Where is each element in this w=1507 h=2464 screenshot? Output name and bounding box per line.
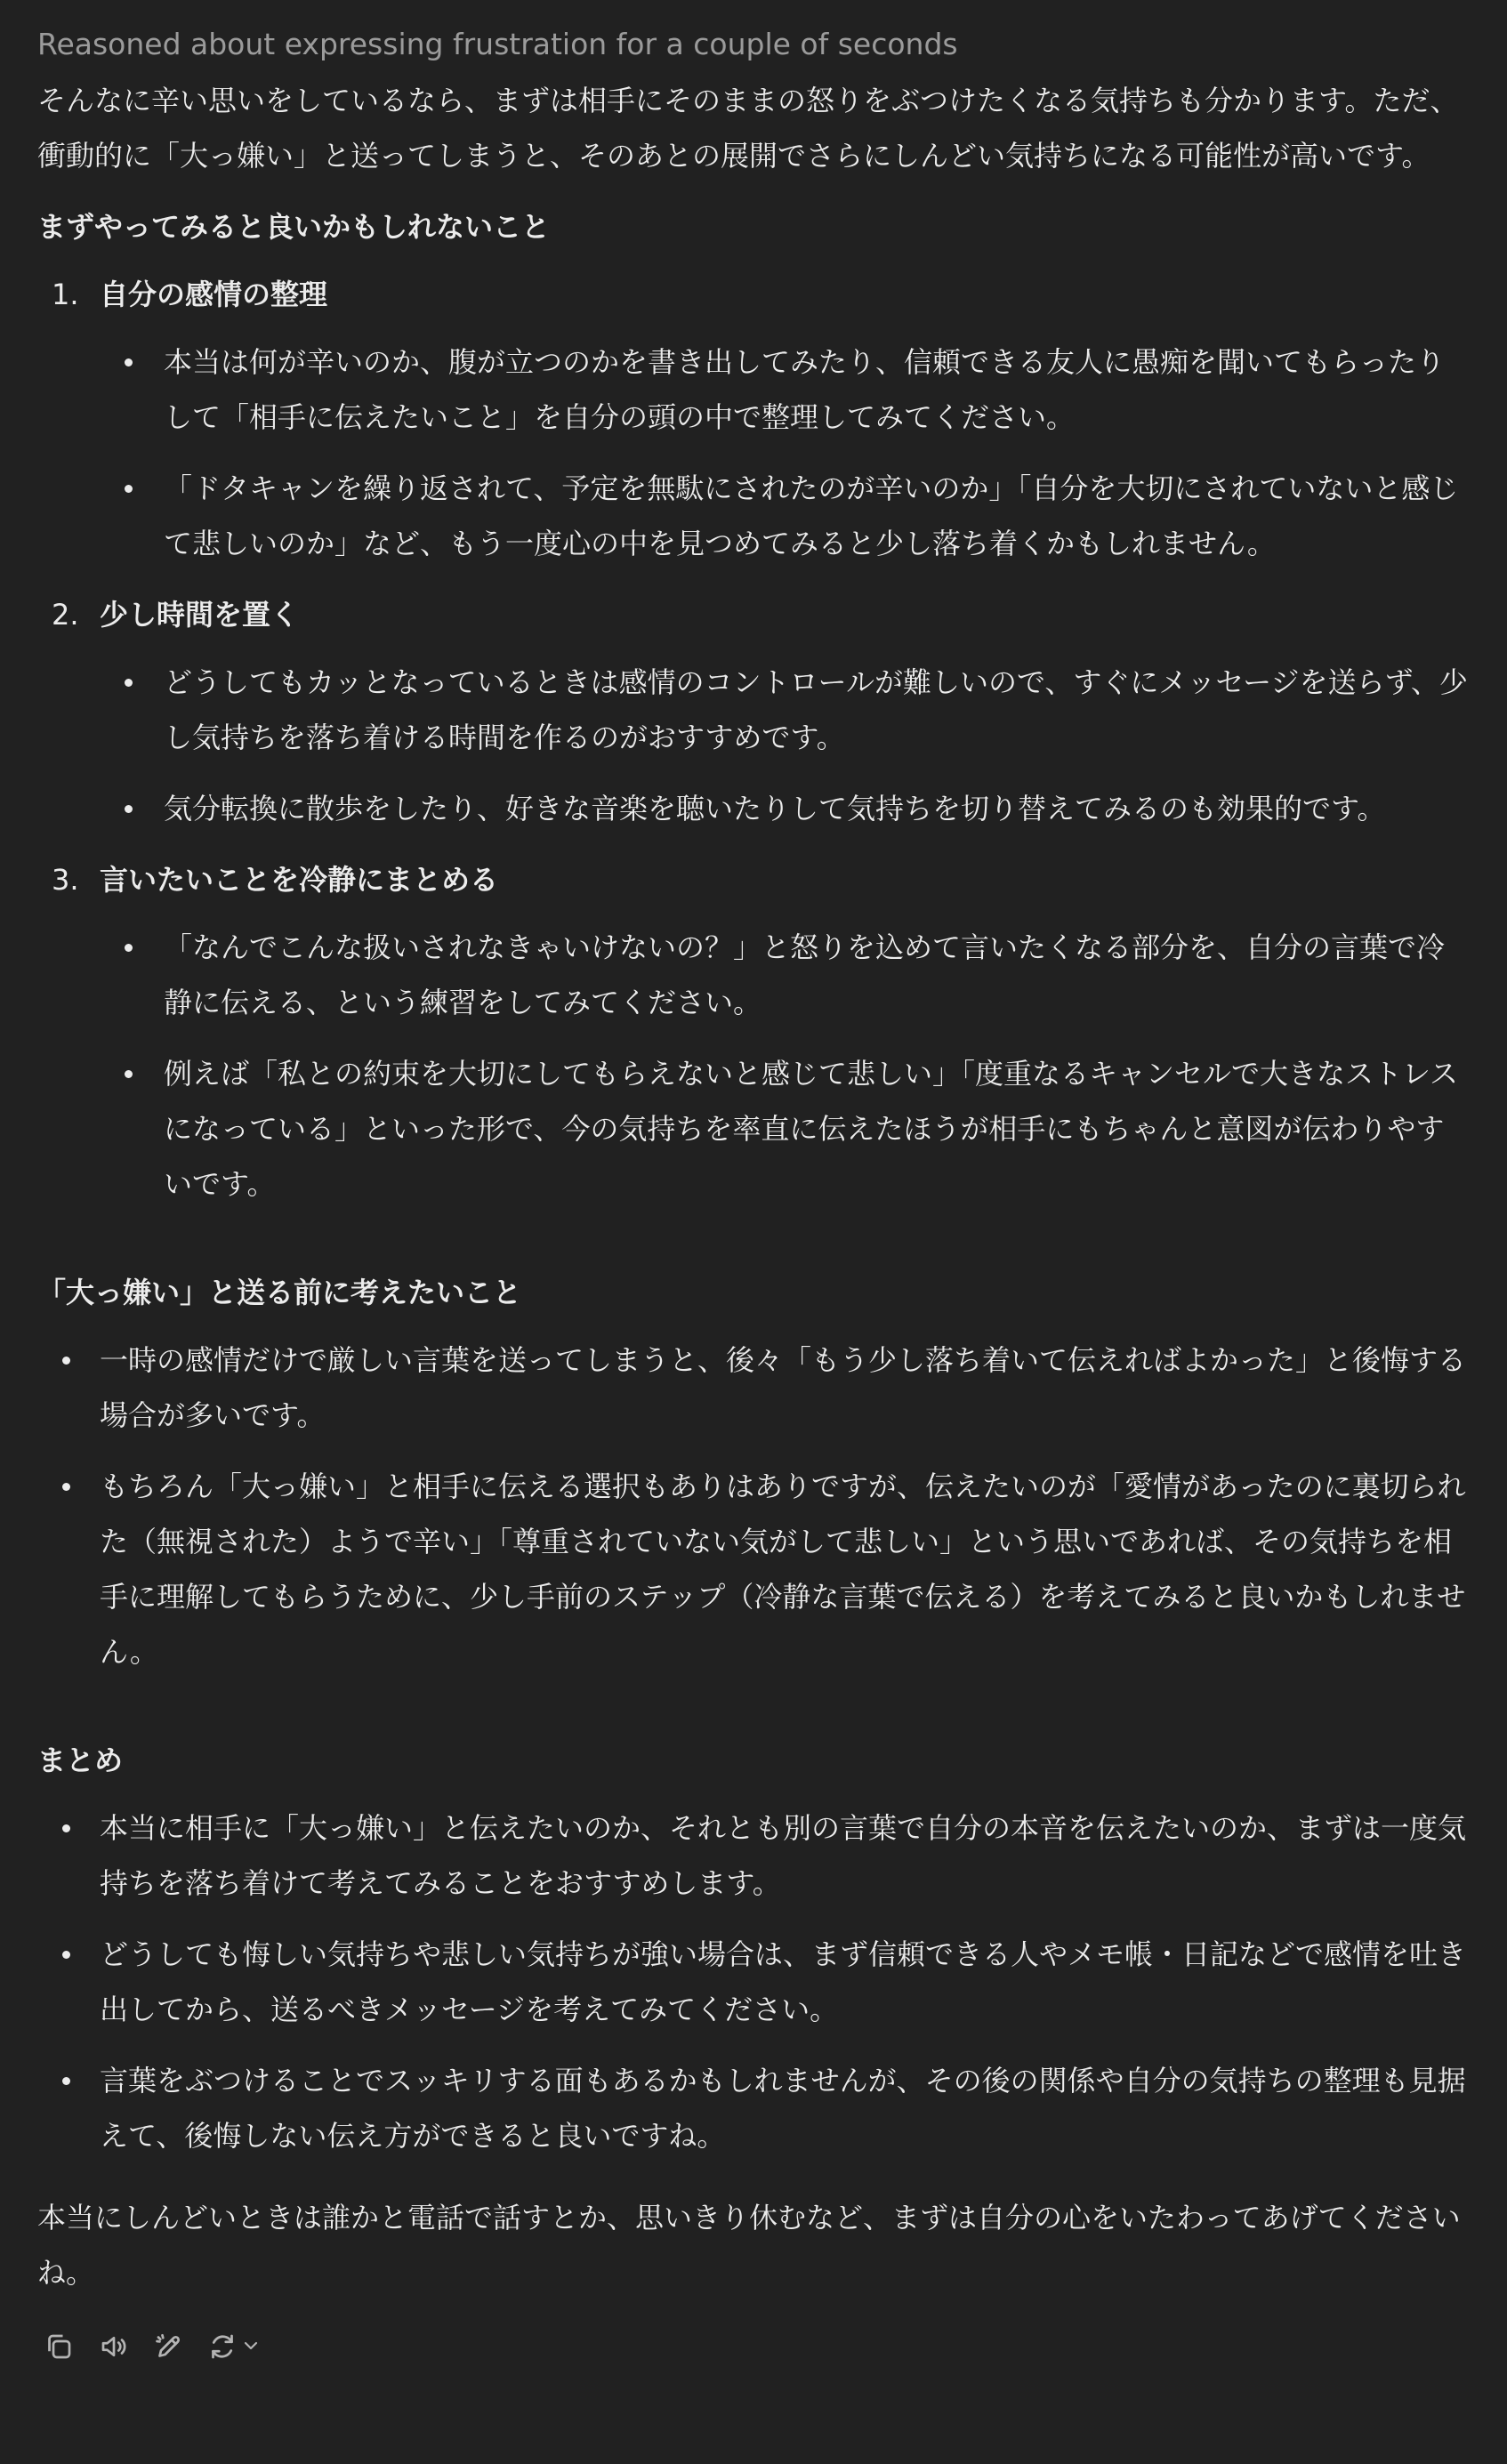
copy-icon [43, 2331, 75, 2363]
step-title: 言いたいことを冷静にまとめる [100, 863, 499, 897]
read-aloud-button[interactable] [96, 2329, 132, 2364]
list-item: どうしても悔しい気持ちや悲しい気持ちが強い場合は、まず信頼できる人やメモ帳・日記などで感情を吐き出してから、送るべきメッセージを考えてみてください。 [37, 1927, 1471, 2037]
step-number: 2. [52, 598, 79, 632]
regenerate-icon [206, 2331, 238, 2363]
list-item: 「なんでこんな扱いされなきゃいけないの？」と怒りを込めて言いたくなる部分を、自分の言葉で冷静に伝える、という練習をしてみてください。 [100, 920, 1471, 1030]
section1-heading: まずやってみると良いかもしれないこと [37, 210, 551, 244]
step-bullets [100, 655, 1471, 836]
section2-bullets [37, 1333, 1471, 1679]
chevron-down-icon[interactable] [240, 2319, 262, 2374]
list-item: 言葉をぶつけることでスッキリする面もあるかもしれませんが、その後の関係や自分の気持ちの整理も見据えて、後悔しない伝え方ができると良いですね。 [37, 2053, 1471, 2163]
step-number: 3. [52, 863, 79, 897]
list-item: 「ドタキャンを繰り返されて、予定を無駄にされたのが辛いのか」「自分を大切にされていないと感じて悲しいのか」など、もう一度心の中を見つめてみると少し落ち着くかもしれません。 [100, 461, 1471, 571]
section2-heading: 「大っ嫌い」と送る前に考えたいこと [37, 1276, 522, 1309]
list-item: どうしてもカッとなっているときは感情のコントロールが難しいので、すぐにメッセージを送らず、少し気持ちを落ち着ける時間を作るのがおすすめです。 [100, 655, 1471, 765]
step-item [37, 852, 1471, 1212]
step-item [37, 267, 1471, 571]
edit-button[interactable] [151, 2329, 187, 2364]
copy-button[interactable] [41, 2329, 77, 2364]
list-item: 例えば「私との約束を大切にしてもらえないと感じて悲しい」「度重なるキャンセルで大きなストレスになっている」といった形で、今の気持ちを率直に伝えたほうが相手にもちゃんと意図が伝わりやすいです。 [100, 1046, 1471, 1212]
step-title: 少し時間を置く [100, 598, 300, 632]
steps-list [37, 267, 1471, 1212]
edit-icon [153, 2331, 185, 2363]
step-title: 自分の感情の整理 [100, 278, 328, 311]
list-item: 気分転換に散歩をしたり、好きな音楽を聴いたりして気持ちを切り替えてみるのも効果的です。 [100, 781, 1471, 836]
section3-bullets [37, 1800, 1471, 2163]
section3-heading: まとめ [37, 1743, 124, 1777]
intro-paragraph: そんなに辛い思いをしているなら、まずは相手にそのままの怒りをぶつけたくなる気持ちも分かります。ただ、衝動的に「大っ嫌い」と送ってしまうと、そのあとの展開でさらにしんどい気持ちになる可能性が高いです。 [37, 84, 1459, 173]
list-item: もちろん「大っ嫌い」と相手に伝える選択もありはありですが、伝えたいのが「愛情があったのに裏切られた（無視された）ようで辛い」「尊重されていない気がして悲しい」という思いであれば、その気持ちを相手に理解してもらうために、少し手前のステップ（冷静な言葉で伝える）を考えてみると良いかもしれません。 [37, 1459, 1471, 1679]
list-item: 本当に相手に「大っ嫌い」と伝えたいのか、それとも別の言葉で自分の本音を伝えたいのか、まずは一度気持ちを落ち着けて考えてみることをおすすめします。 [37, 1800, 1471, 1911]
message-actions [41, 2329, 1471, 2364]
reasoning-label[interactable]: Reasoned about expressing frustration for a couple of seconds [37, 27, 958, 61]
regenerate-button[interactable] [206, 2329, 262, 2364]
step-bullets [100, 920, 1471, 1212]
list-item: 一時の感情だけで厳しい言葉を送ってしまうと、後々「もう少し落ち着いて伝えればよかった」と後悔する場合が多いです。 [37, 1333, 1471, 1443]
step-item [37, 587, 1471, 836]
step-bullets [100, 334, 1471, 571]
step-number: 1. [52, 278, 79, 311]
closing-paragraph: 本当にしんどいときは誰かと電話で話すとか、思いきり休むなど、まずは自分の心をいたわってあげてくださいね。 [37, 2201, 1461, 2290]
list-item: 本当は何が辛いのか、腹が立つのかを書き出してみたり、信頼できる友人に愚痴を聞いてもらったりして「相手に伝えたいこと」を自分の頭の中で整理してみてください。 [100, 334, 1471, 445]
read-aloud-icon [98, 2331, 130, 2363]
